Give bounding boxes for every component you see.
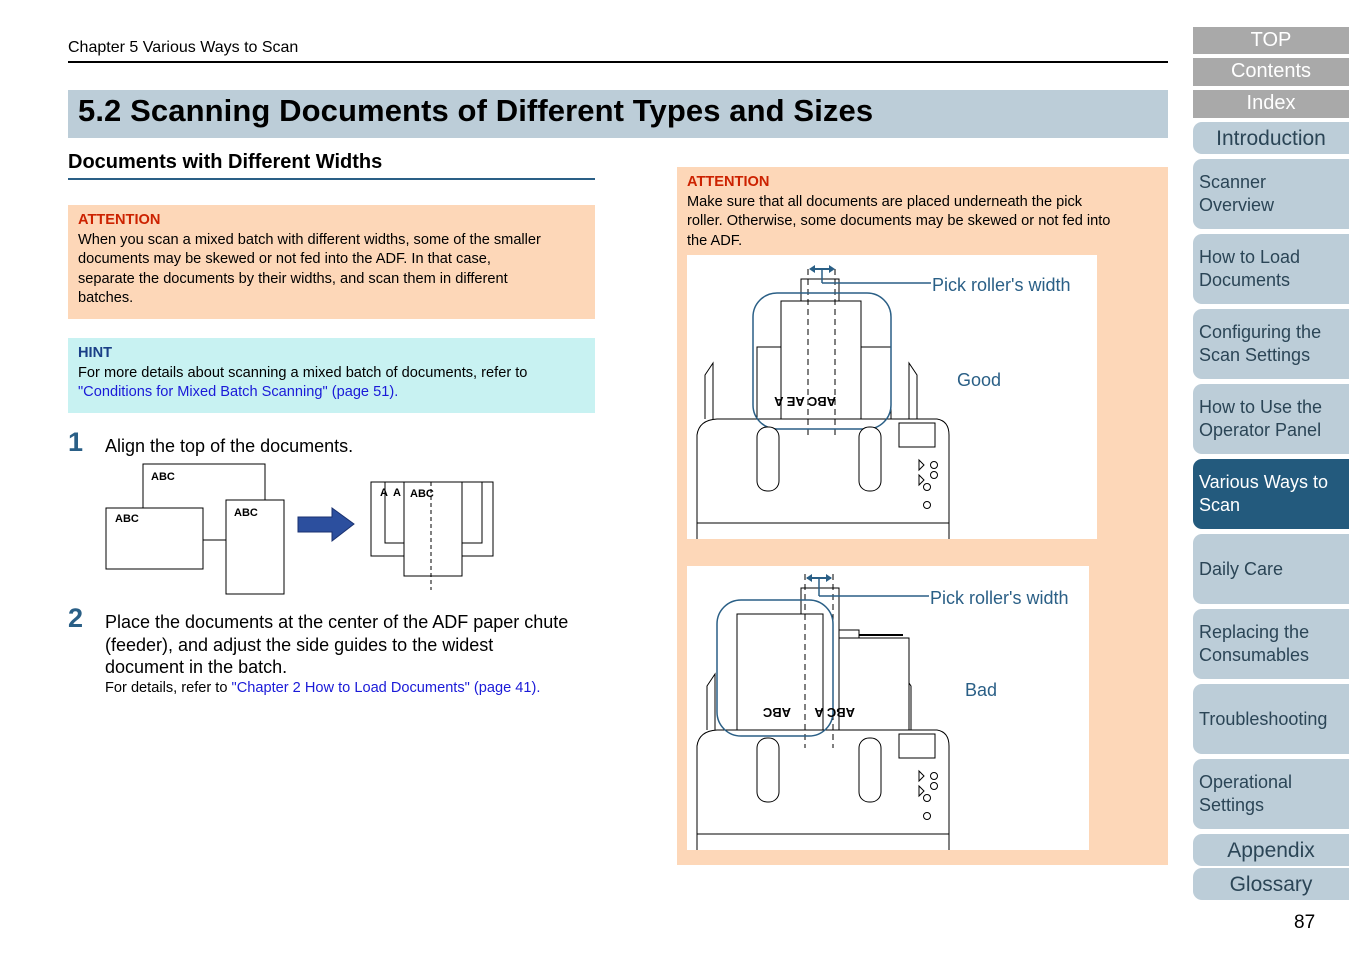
nav-tab-operational-settings[interactable] bbox=[1193, 759, 1349, 829]
step-2-line: (feeder), and adjust the side guides to the widest bbox=[105, 634, 494, 655]
nav-tab-label: Daily Care bbox=[1199, 558, 1284, 579]
attention-line: documents may be skewed or not fed into the ADF. In that case, bbox=[78, 251, 491, 267]
step-1-text: Align the top of the documents. bbox=[105, 436, 354, 456]
step-2-details bbox=[105, 680, 540, 696]
arrow-right-icon bbox=[826, 574, 832, 582]
nav-contents-button[interactable]: Contents bbox=[1193, 58, 1349, 86]
arrow-left-icon bbox=[806, 574, 812, 582]
attention-line: roller. Otherwise, some documents may be skewed or not fed into bbox=[687, 213, 1111, 229]
section-title-bar bbox=[68, 90, 1168, 138]
hint-label: HINT bbox=[78, 345, 113, 361]
doc-text-right: ABC A bbox=[814, 705, 855, 720]
attention-line: the ADF. bbox=[687, 232, 743, 249]
subheading-text: Documents with Different Widths bbox=[68, 151, 383, 173]
attention-line: When you scan a mixed batch with different widths, some of the smaller bbox=[78, 231, 541, 248]
nav-tab-how-to-load[interactable] bbox=[1193, 234, 1349, 304]
nav-tab-replacing-consumables[interactable] bbox=[1193, 609, 1349, 679]
nav-tab-label: Glossary bbox=[1229, 872, 1313, 896]
verdict-bad: Bad bbox=[965, 680, 998, 700]
attention-label: ATTENTION bbox=[687, 174, 770, 190]
nav-tab-operator-panel[interactable] bbox=[1193, 384, 1349, 454]
align-documents-figure bbox=[100, 460, 500, 600]
stack-label: A bbox=[393, 487, 401, 499]
step-1-number: 1 bbox=[68, 427, 84, 457]
doc-label: ABC bbox=[234, 507, 258, 519]
nav-tab-label: Documents bbox=[1199, 270, 1291, 290]
chapter-header: Chapter 5 Various Ways to Scan bbox=[68, 39, 299, 56]
hint-link[interactable]: "Conditions for Mixed Batch Scanning" (page 51). bbox=[78, 384, 399, 400]
nav-tab-scanner-overview[interactable] bbox=[1193, 159, 1349, 229]
arrow-left-icon bbox=[809, 265, 815, 273]
nav-tab-label: How to Load bbox=[1199, 247, 1301, 267]
nav-top-button[interactable]: TOP bbox=[1193, 27, 1349, 54]
step-2-details-link[interactable]: "Chapter 2 How to Load Documents" (page 41). bbox=[231, 680, 541, 696]
nav-tab-label: Troubleshooting bbox=[1199, 708, 1328, 729]
section-title: 5.2 Scanning Documents of Different Types and Sizes bbox=[78, 93, 874, 128]
doc-label: ABC bbox=[151, 471, 175, 483]
bad-placement-figure bbox=[687, 566, 1089, 850]
nav-tab-various-ways-to-scan[interactable] bbox=[1193, 459, 1349, 529]
step-2-line: document in the batch. bbox=[105, 657, 288, 677]
attention-label: ATTENTION bbox=[78, 212, 161, 228]
nav-tab-label: Scanner bbox=[1199, 172, 1267, 192]
nav-tab-introduction[interactable] bbox=[1193, 122, 1349, 154]
step-2-text bbox=[105, 611, 568, 679]
page-number: 87 bbox=[1294, 912, 1316, 933]
stack-label: A bbox=[380, 487, 388, 499]
hint-text: For more details about scanning a mixed batch of documents, refer to bbox=[78, 364, 528, 381]
nav-index-button[interactable]: Index bbox=[1193, 90, 1349, 118]
attention-line: batches. bbox=[78, 290, 134, 306]
verdict-good: Good bbox=[957, 370, 1002, 390]
doc-text: ABC AE A bbox=[774, 394, 836, 409]
nav-tab-daily-care[interactable] bbox=[1193, 534, 1349, 604]
step-2-line: Place the documents at the center of the ADF paper chute bbox=[105, 612, 569, 632]
step-2-details-text: For details, refer to bbox=[105, 680, 232, 696]
nav-tab-appendix[interactable] bbox=[1193, 834, 1349, 866]
nav-tab-label: Scan bbox=[1199, 495, 1241, 515]
attention-line: separate the documents by their widths, and scan them in different bbox=[78, 270, 508, 287]
nav-tab-label: Overview bbox=[1199, 195, 1275, 215]
pick-roller-label: Pick roller's width bbox=[932, 275, 1071, 295]
nav-tab-label: Introduction bbox=[1216, 126, 1326, 150]
nav-tab-label: Configuring the bbox=[1199, 322, 1322, 342]
nav-tab-configuring-scan-settings[interactable] bbox=[1193, 309, 1349, 379]
arrow-right-icon bbox=[829, 265, 835, 273]
nav-tab-label: Replacing the bbox=[1199, 622, 1310, 642]
doc-text-left: ABC bbox=[762, 705, 791, 720]
attention-box-left bbox=[68, 205, 595, 319]
nav-tab-label: Operator Panel bbox=[1199, 420, 1322, 440]
doc-label: ABC bbox=[115, 513, 139, 525]
nav-tab-label: Various Ways to bbox=[1199, 472, 1329, 492]
arrow-right-icon bbox=[298, 508, 354, 541]
pick-roller-label: Pick roller's width bbox=[930, 588, 1069, 608]
step-2-number: 2 bbox=[68, 603, 84, 633]
good-placement-figure bbox=[687, 255, 1097, 539]
nav-tab-label: Settings bbox=[1199, 795, 1265, 815]
nav-tab-label: How to Use the bbox=[1199, 397, 1323, 417]
stack-label: ABC bbox=[410, 488, 434, 500]
hint-box bbox=[68, 338, 595, 413]
nav-tab-label: Appendix bbox=[1227, 838, 1315, 862]
nav-tab-label: Scan Settings bbox=[1199, 345, 1311, 365]
subheading bbox=[68, 150, 595, 180]
nav-tab-label: Operational bbox=[1199, 772, 1293, 792]
header-rule bbox=[68, 61, 1168, 63]
attention-line: Make sure that all documents are placed underneath the pick bbox=[687, 193, 1083, 210]
nav-tab-troubleshooting[interactable] bbox=[1193, 684, 1349, 754]
nav-tab-label: Consumables bbox=[1199, 645, 1310, 665]
nav-tab-glossary[interactable] bbox=[1193, 868, 1349, 900]
